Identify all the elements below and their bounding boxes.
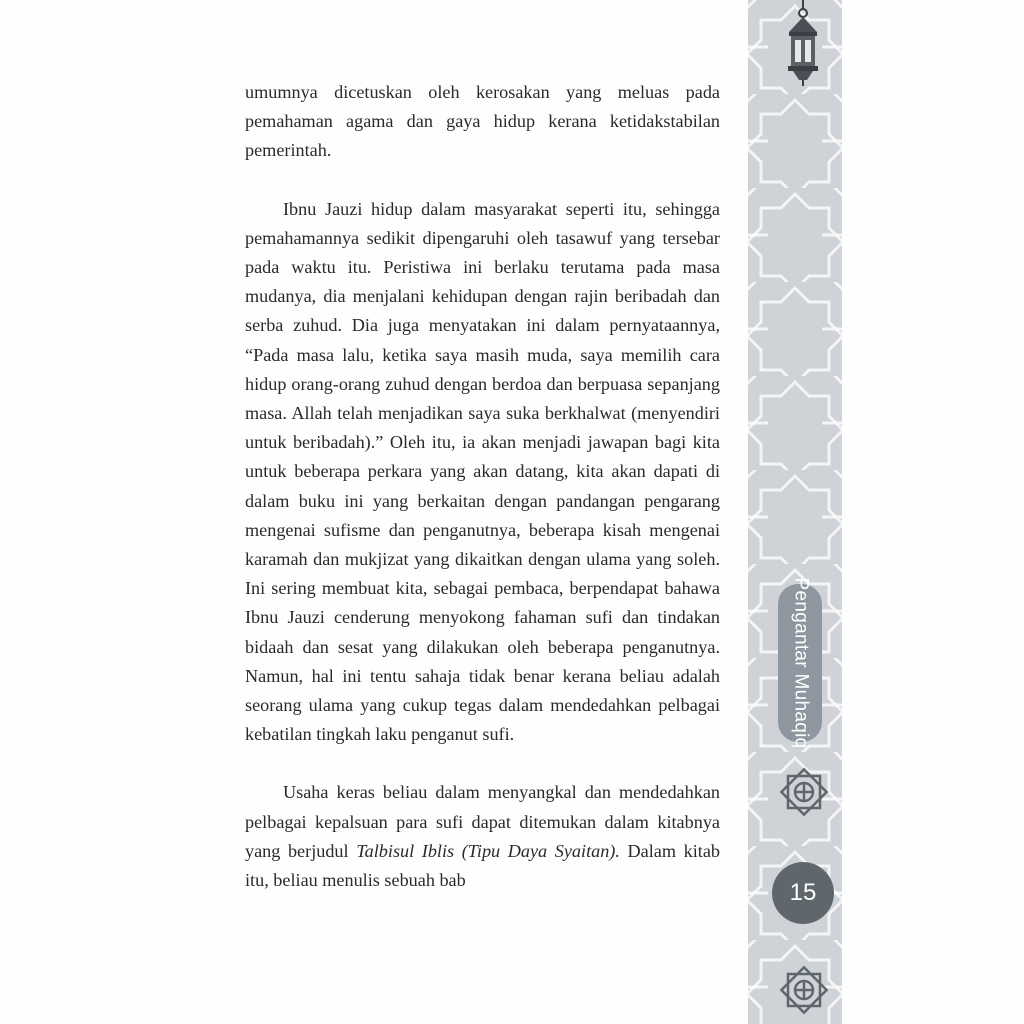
paragraph-2: Ibnu Jauzi hidup dalam masyarakat seperti itu, sehingga pemahamannya sedikit dipengaruhi oleh tasawuf yang tersebar pada waktu itu. Peristiwa ini berlaku terutama pada masa mudanya, dia menjalani kehidupan dengan rajin beribadah dan serba zuhud. Dia juga menyatakan ini dalam pernyataannya, “Pada masa lalu, ketika saya masih muda, saya memilih cara hidup orang-orang zuhud dengan berdoa dan berpuasa sepanjang masa. Allah telah menjadikan saya suka berkhalwat (menyendiri untuk beribadah).” Oleh itu, ia akan menjadi jawapan bagi kita untuk beberapa perkara yang akan datang, kita akan dapati di dalam buku ini yang berkaitan dengan pandangan pengarang mengenai sufisme dan penganutnya, beberapa kisah mengenai karamah dan mukjizat yang dikaitkan dengan ulama yang soleh. Ini sering membuat kita, sebagai pembaca, berpendapat bahawa Ibnu Jauzi cenderung menyokong fahaman sufi dan tindakan bidaah dan sesat yang dilakukan oleh beberapa penganutnya. Namun, hal ini tentu sahaja tidak benar kerana beliau adalah seorang ulama yang cukup tegas dalam mendedahkan pelbagai kebatilan tingkah laku penganut sufi. xyxy=(245,198,720,745)
page-number: 15 xyxy=(772,862,834,924)
book-title: Talbisul Iblis (Tipu Daya Syaitan). xyxy=(356,840,620,861)
paragraph-3 xyxy=(245,778,720,895)
paragraph-1: umumnya dicetuskan oleh kerosakan yang meluas pada pemahaman agama dan gaya hidup kerana ketidakstabilan pemerintah. xyxy=(245,82,720,161)
paragraph-3-text: Usaha keras beliau dalam menyangkal dan mendedahkan pelbagai kepalsuan para sufi dapat ditemukan dalam kitabnya yang berjudul xyxy=(245,782,720,861)
section-label-text: Pengantar Muhaqiq xyxy=(790,577,812,749)
star-ornament-icon xyxy=(776,962,832,1018)
paragraph-3-end: Dalam kitab itu, beliau menulis sebuah bab xyxy=(245,840,720,891)
body-text xyxy=(245,78,720,895)
star-ornament-icon xyxy=(776,764,832,820)
section-label xyxy=(778,577,822,749)
lantern-icon xyxy=(777,0,829,86)
